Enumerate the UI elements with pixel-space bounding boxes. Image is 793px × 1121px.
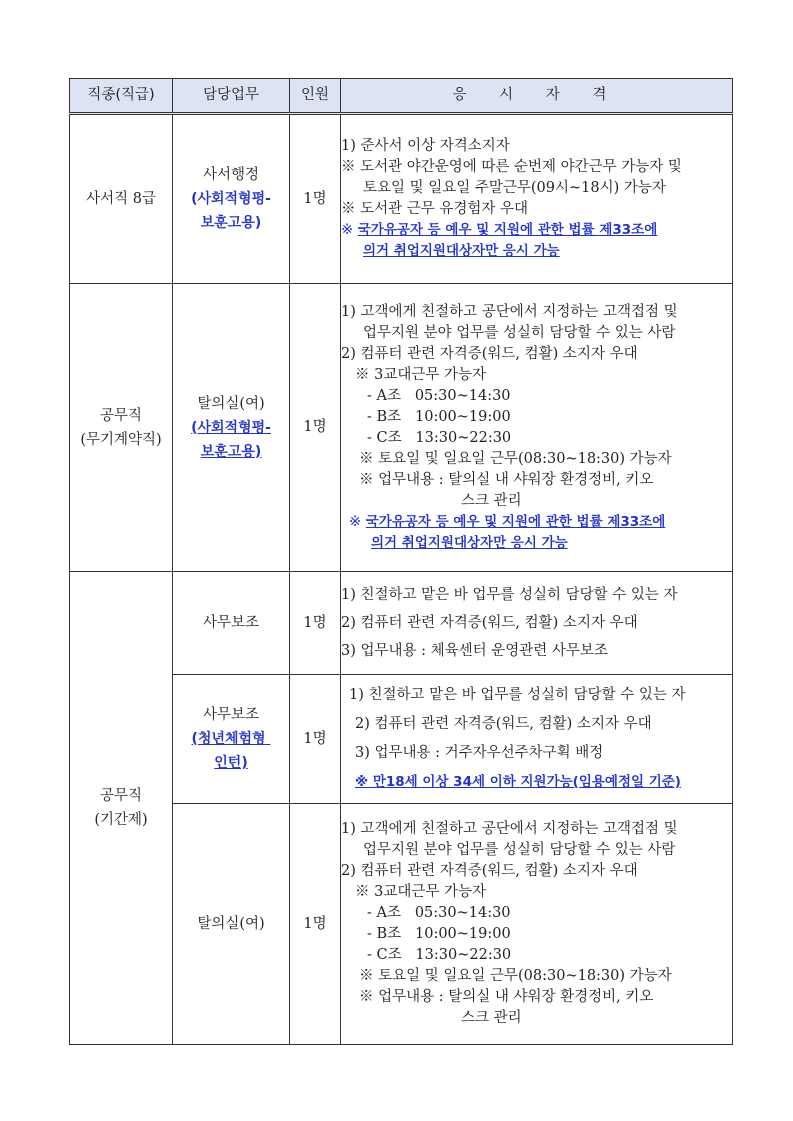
job-type-text: 공무직	[99, 407, 143, 424]
job-type-subtext: (기간제)	[94, 812, 148, 828]
header-qualification: 응 시 자 격	[341, 79, 733, 114]
duty-special-text: (청년체험형	[191, 731, 271, 747]
job-type-subtext: (무기계약직)	[80, 431, 162, 448]
qualification-cell	[341, 114, 733, 284]
notice-text: 의거 취업지원대상자만 응시 가능	[371, 534, 568, 551]
qualification-line: 1) 친절하고 맡은 바 업무를 성실히 담당할 수 있는 자	[341, 587, 678, 603]
qualification-line: 1) 친절하고 맡은 바 업무를 성실히 담당할 수 있는 자	[349, 687, 686, 703]
eligibility-notice	[341, 220, 732, 241]
qualification-line: ※ 업무내용 : 탈의실 내 샤워장 환경정비, 키오	[359, 989, 654, 1005]
qualification-line: ※ 도서관 근무 유경험자 우대	[341, 201, 529, 217]
qualification-line: 1) 고객에게 친절하고 공단에서 지정하는 고객접점 및	[341, 303, 678, 320]
qualification-line: 업무지원 분야 업무를 성실히 담당할 수 있는 사람	[363, 842, 676, 858]
header-duty: 담당업무	[173, 79, 290, 114]
qualification-line: 스크 관리	[461, 1010, 522, 1026]
qualification-cell	[341, 675, 733, 804]
shift-line: - A조 05:30~14:30	[367, 387, 511, 404]
notice-text: 의거 취업지원대상자만 응시 가능	[363, 243, 560, 259]
table-row	[70, 114, 733, 284]
qualification-line: ※ 3교대근무 가능자	[355, 366, 486, 383]
qualification-line: 1) 고객에게 친절하고 공단에서 지정하는 고객접점 및	[341, 821, 678, 837]
qualification-line: 업무지원 분야 업무를 성실히 담당할 수 있는 사람	[363, 324, 676, 341]
shift-line: - A조 05:30~14:30	[367, 905, 511, 921]
age-eligibility-notice	[349, 768, 732, 797]
qualification-cell	[341, 284, 733, 572]
eligibility-notice-cont	[341, 241, 732, 262]
qualification-line: ※ 토요일 및 일요일 근무(08:30~18:30) 가능자	[359, 450, 672, 467]
qualification-line: 3) 업무내용 : 거주자우선주차구획 배정	[355, 745, 604, 761]
duty-special-text: 보훈고용)	[200, 215, 262, 231]
header-job-type: 직종(직급)	[70, 79, 173, 114]
duty-text: 사무보조	[202, 707, 260, 723]
qualification-line: ※ 3교대근무 가능자	[355, 884, 486, 900]
qualification-line: 1) 준사서 이상 자격소지자	[341, 138, 510, 154]
duty-cell	[173, 114, 290, 284]
headcount-cell: 1명	[290, 572, 341, 675]
duty-special-text: (사회적형평-	[191, 191, 271, 207]
qualification-line: 2) 컴퓨터 관련 자격증(워드, 컴활) 소지자 우대	[341, 863, 638, 879]
eligibility-notice	[341, 512, 732, 533]
headcount-cell: 1명	[290, 804, 341, 1045]
duty-text: 사서행정	[202, 167, 260, 183]
job-type-cell	[70, 114, 173, 284]
notice-text: ※ 만18세 이상 34세 이하 지원가능(임용예정일 기준)	[355, 774, 681, 790]
reference-mark: ※	[341, 222, 354, 238]
duty-special-text: 보훈고용)	[200, 443, 262, 460]
job-type-text: 공무직	[99, 788, 143, 804]
header-headcount: 인원	[290, 79, 341, 114]
job-type-cell	[70, 284, 173, 572]
shift-line: - C조 13:30~22:30	[367, 429, 512, 446]
qualification-line: 2) 컴퓨터 관련 자격증(워드, 컴활) 소지자 우대	[341, 345, 638, 362]
job-type-cell	[70, 572, 173, 1045]
qualification-cell	[341, 572, 733, 675]
table-row	[70, 284, 733, 572]
qualification-cell	[341, 804, 733, 1045]
duty-special-text: (사회적형평-	[191, 419, 271, 436]
duty-text: 탈의실(여)	[197, 915, 265, 932]
duty-cell	[173, 572, 290, 675]
table-row	[70, 572, 733, 675]
headcount-cell: 1명	[290, 675, 341, 804]
headcount-cell: 1명	[290, 114, 341, 284]
notice-text: 국가유공자 등 예우 및 지원에 관한 법률 제33조에	[365, 513, 666, 530]
duty-cell	[173, 284, 290, 572]
recruitment-table	[69, 78, 733, 1045]
shift-line: - C조 13:30~22:30	[367, 947, 512, 963]
duty-special-text: 인턴)	[214, 755, 248, 771]
duty-cell	[173, 675, 290, 804]
qualification-line: 스크 관리	[461, 492, 522, 509]
shift-line: - B조 10:00~19:00	[367, 926, 511, 942]
eligibility-notice-cont	[341, 533, 732, 554]
duty-cell	[173, 804, 290, 1045]
qualification-line: ※ 도서관 야간운영에 따른 순번제 야간근무 가능자 및	[341, 159, 682, 175]
notice-text: 국가유공자 등 예우 및 지원에 관한 법률 제33조에	[357, 222, 658, 238]
qualification-line: 3) 업무내용 : 체육센터 운영관련 사무보조	[341, 643, 608, 659]
table-header-row	[70, 79, 733, 114]
job-type-text: 사서직 8급	[86, 190, 156, 207]
duty-text: 사무보조	[202, 614, 260, 631]
headcount-cell: 1명	[290, 284, 341, 572]
shift-line: - B조 10:00~19:00	[367, 408, 511, 425]
qualification-line: 토요일 및 일요일 주말근무(09시~18시) 가능자	[363, 180, 666, 196]
duty-text: 탈의실(여)	[197, 395, 265, 412]
qualification-line: ※ 토요일 및 일요일 근무(08:30~18:30) 가능자	[359, 968, 672, 984]
qualification-line: 2) 컴퓨터 관련 자격증(워드, 컴활) 소지자 우대	[355, 716, 652, 732]
qualification-line: ※ 업무내용 : 탈의실 내 샤워장 환경정비, 키오	[359, 471, 654, 488]
qualification-line: 2) 컴퓨터 관련 자격증(워드, 컴활) 소지자 우대	[341, 615, 638, 631]
reference-mark: ※	[349, 513, 362, 530]
